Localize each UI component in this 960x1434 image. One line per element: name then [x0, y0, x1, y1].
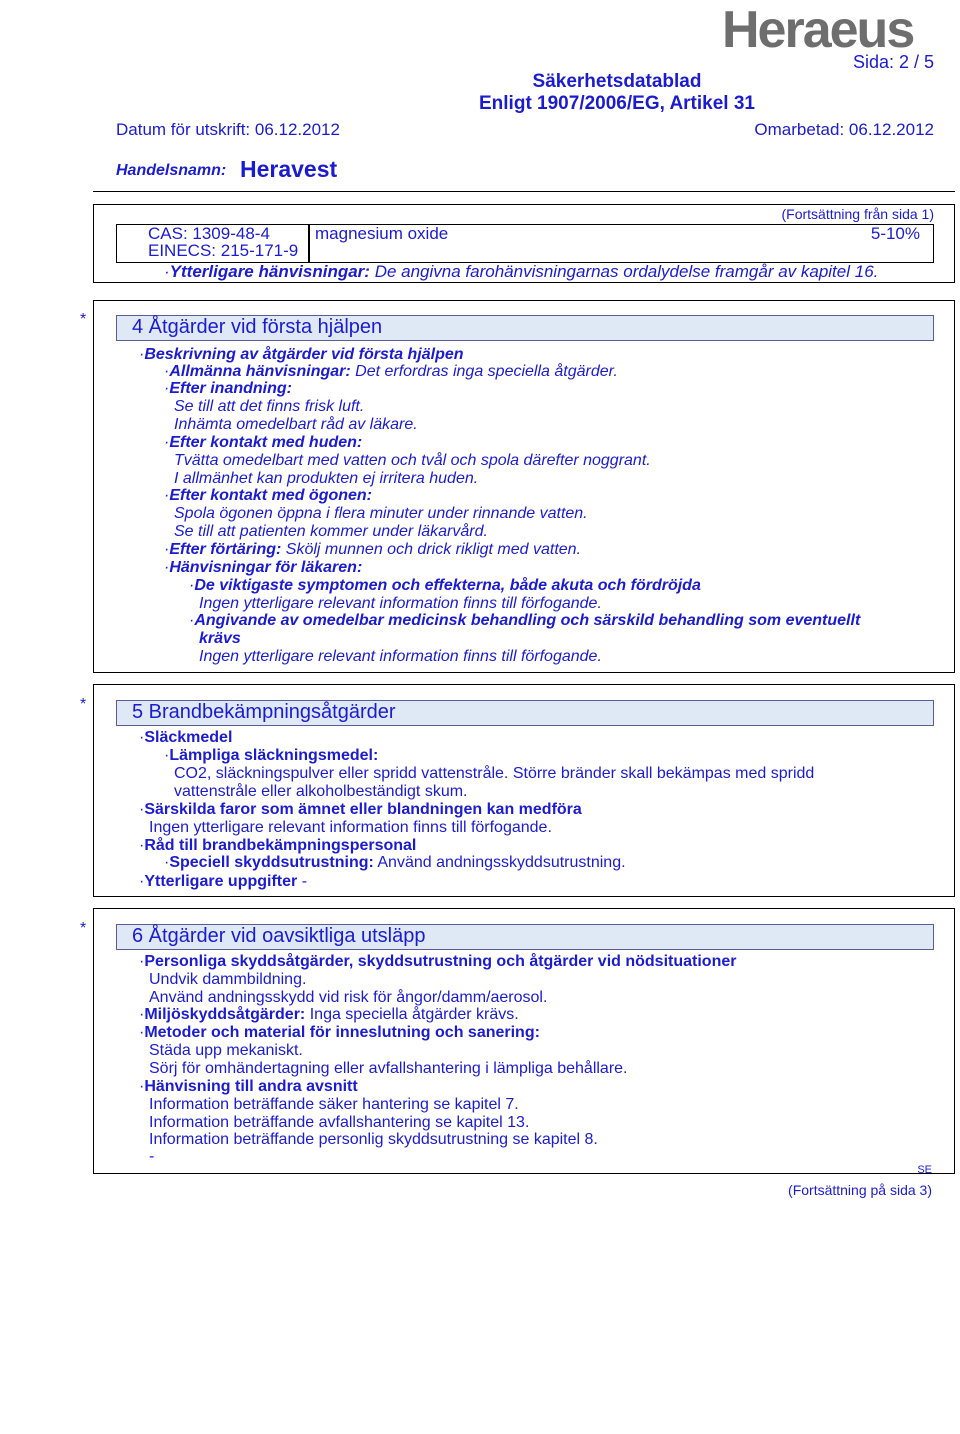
print-date: Datum för utskrift: 06.12.2012 — [116, 120, 340, 139]
s4-treatment-label-2: krävs — [199, 630, 241, 647]
s4-skin-label: · Efter kontakt med huden: — [164, 434, 362, 452]
s4-general-label: · Allmänna hänvisningar: — [164, 363, 351, 380]
section6-title: 6 Åtgärder vid oavsiktliga utsläpp — [132, 925, 426, 947]
s4-symptoms-text: Ingen ytterligare relevant information finns till förfogande. — [199, 595, 602, 612]
s6-personal-line2: Använd andningsskydd vid risk för ångor/damm/aerosol. — [149, 989, 548, 1006]
s5-extinguish-label: · Släckmedel — [139, 729, 232, 747]
s6-methods-line1: Städa upp mekaniskt. — [149, 1042, 303, 1059]
s6-ref-label: · Hänvisning till andra avsnitt — [139, 1078, 358, 1096]
s5-equipment-text: Använd andningsskyddsutrustning. — [377, 854, 626, 871]
continuation-top: (Fortsättning från sida 1) — [781, 206, 934, 222]
s5-special-hazards-text: Ingen ytterligare relevant information finns till förfogande. — [149, 819, 552, 836]
section4-change-marker: * — [80, 311, 87, 328]
s4-inhalation-line1: Se till att det finns frisk luft. — [174, 398, 365, 415]
s6-env — [139, 1006, 519, 1024]
s5-equipment — [164, 854, 626, 872]
s4-skin-line2: I allmänhet kan produkten ej irritera huden. — [174, 470, 479, 487]
s6-methods-line2: Sörj för omhändertagning eller avfallshantering i lämpliga behållare. — [149, 1060, 628, 1077]
s5-suitable-label: · Lämpliga släckningsmedel: — [164, 747, 378, 765]
s5-special-hazards-label: · Särskilda faror som ämnet eller blandningen kan medföra — [139, 801, 582, 819]
s5-further-text: - — [301, 873, 308, 890]
s6-ref-line1: Information beträffande säker hantering se kapitel 7. — [149, 1096, 519, 1113]
section6-change-marker: * — [80, 920, 87, 937]
section5-change-marker: * — [80, 696, 87, 713]
section5-title: 5 Brandbekämpningsåtgärder — [132, 701, 396, 723]
country-code: SE — [917, 1164, 932, 1176]
trade-name-value: Heravest — [240, 156, 338, 182]
s4-eye-line2: Se till att patienten kommer under läkarvård. — [174, 523, 488, 540]
heraeus-logo: Heraeus — [722, 1, 914, 59]
s6-ref-line2: Information beträffande avfallshantering se kapitel 13. — [149, 1114, 530, 1131]
trade-name-label: Handelsnamn: — [116, 162, 227, 179]
cas-number: CAS: 1309-48-4 — [148, 224, 270, 243]
ingredient-name: magnesium oxide — [315, 224, 449, 243]
s5-suitable-line2: vattenstråle eller alkoholbeständigt skum. — [174, 783, 468, 800]
s6-ref-line4: - — [149, 1148, 155, 1165]
s4-treatment-text: Ingen ytterligare relevant information finns till förfogande. — [199, 648, 602, 665]
s4-description: · Beskrivning av åtgärder vid första hjälpen — [139, 346, 464, 364]
document-title: Säkerhetsdatablad — [532, 71, 702, 92]
s6-env-text: Inga speciella åtgärder krävs. — [309, 1006, 519, 1023]
s6-methods-label: · Metoder och material för inneslutning och sanering: — [139, 1024, 540, 1042]
s4-ingestion — [164, 541, 581, 559]
continuation-bottom: (Fortsättning på sida 3) — [788, 1182, 932, 1198]
s4-skin-line1: Tvätta omedelbart med vatten och tvål och spola därefter noggrant. — [174, 452, 651, 469]
s4-doctor-label: · Hänvisningar för läkaren: — [164, 559, 362, 577]
einecs-number: EINECS: 215-171-9 — [148, 241, 299, 260]
s5-further-label: · Ytterligare uppgifter — [139, 873, 297, 890]
additional-notes — [164, 262, 878, 282]
header-divider — [93, 191, 955, 192]
s4-ingestion-text: Skölj munnen och drick rikligt med vatten. — [285, 541, 582, 558]
additional-notes-label: · Ytterligare hänvisningar: — [164, 262, 370, 281]
s4-ingestion-label: · Efter förtäring: — [164, 541, 281, 558]
s6-ref-line3: Information beträffande personlig skyddsutrustning se kapitel 8. — [149, 1131, 598, 1148]
document-subtitle: Enligt 1907/2006/EG, Artikel 31 — [479, 93, 755, 114]
section4-title: 4 Åtgärder vid första hjälpen — [132, 316, 383, 338]
s4-eye-label: · Efter kontakt med ögonen: — [164, 487, 372, 505]
s4-treatment-label-1: · Angivande av omedelbar medicinsk behandling och särskild behandling som eventuellt — [189, 612, 860, 630]
s5-further — [139, 873, 307, 891]
s5-suitable-line1: CO2, släckningspulver eller spridd vattenstråle. Större bränder skall bekämpas med spridd — [174, 765, 815, 782]
s4-eye-line1: Spola ögonen öppna i flera minuter under rinnande vatten. — [174, 505, 588, 522]
s4-symptoms-label: · De viktigaste symptomen och effekterna, både akuta och fördröjda — [189, 577, 701, 595]
revised-date: Omarbetad: 06.12.2012 — [754, 120, 934, 139]
ingredient-concentration: 5-10% — [870, 224, 920, 243]
s4-general — [164, 363, 618, 381]
page-number: Sida: 2 / 5 — [852, 52, 934, 72]
s4-inhalation-line2: Inhämta omedelbart råd av läkare. — [174, 416, 418, 433]
s6-env-label: · Miljöskyddsåtgärder: — [139, 1006, 305, 1023]
s6-personal-line1: Undvik dammbildning. — [149, 971, 307, 988]
additional-notes-text: De angivna farohänvisningarnas ordalydelse framgår av kapitel 16. — [374, 262, 879, 281]
s4-general-text: Det erfordras inga speciella åtgärder. — [355, 363, 618, 380]
s4-inhalation-label: · Efter inandning: — [164, 380, 292, 398]
s5-equipment-label: · Speciell skyddsutrustning: — [164, 854, 374, 871]
s6-personal-label: · Personliga skyddsåtgärder, skyddsutrustning och åtgärder vid nödsituationer — [139, 953, 736, 971]
s5-advice-label: · Råd till brandbekämpningspersonal — [139, 837, 416, 855]
